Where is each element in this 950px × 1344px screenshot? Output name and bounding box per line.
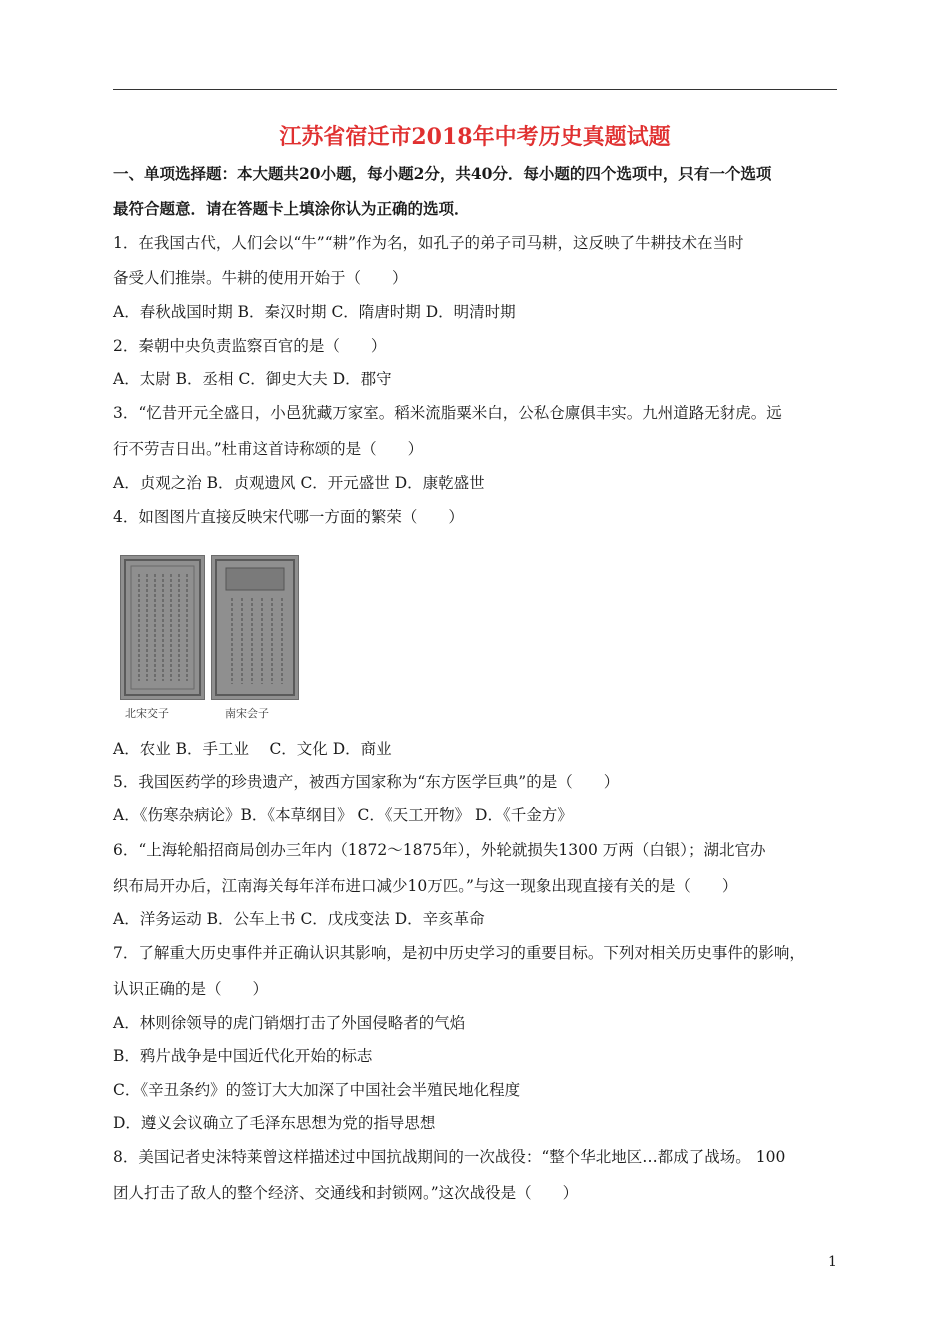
caption-jiaozi: 北宋交子 [125,707,169,720]
question-8-line-1: 8．美国记者史沫特莱曾这样描述过中国抗战期间的一次战役：“整个华北地区…都成了战场。 100 [113,1148,786,1166]
section-header-line-1: 一、单项选择题：本大题共20小题，每小题2分，共40分．每小题的四个选项中，只有一个选项 [113,164,772,183]
page-number: 1 [828,1254,837,1270]
question-7-option-b: B．鸦片战争是中国近代化开始的标志 [113,1047,373,1065]
question-7-option-a: A．林则徐领导的虎门销烟打击了外国侵略者的气焰 [113,1014,466,1032]
jiaozi-image [120,555,205,700]
question-6-line-1: 6．“上海轮船招商局创办三年内（1872～1875年），外轮就损失1300 万两（白银）；湖北官办 [113,841,766,859]
question-6-line-2: 织布局开办后，江南海关每年洋布进口减少10万匹。”与这一现象出现直接有关的是（ ） [113,877,738,895]
question-7-line-2: 认识正确的是（ ） [113,980,269,998]
question-4: 4．如图图片直接反映宋代哪一方面的繁荣（ ） [113,508,464,526]
question-1-options: A．春秋战国时期 B．秦汉时期 C．隋唐时期 D．明清时期 [113,303,516,321]
question-1-line-2: 备受人们推崇。牛耕的使用开始于（ ） [113,269,408,287]
question-3-line-1: 3．“忆昔开元全盛日，小邑犹藏万家室。稻米流脂粟米白，公私仓廪俱丰实。九州道路无豺虎。远 [113,404,782,422]
question-8-line-2: 团人打击了敌人的整个经济、交通线和封锁网。”这次战役是（ ） [113,1184,579,1202]
question-5-options: A．《伤寒杂病论》B．《本草纲目》 C．《天工开物》 D．《千金方》 [113,806,573,824]
question-7-line-1: 7．了解重大历史事件并正确认识其影响，是初中历史学习的重要目标。下列对相关历史事件的影响， [113,944,805,962]
question-1-line-1: 1．在我国古代，人们会以“牛”“耕”作为名，如孔子的弟子司马耕，这反映了牛耕技术在当时 [113,234,744,252]
question-5: 5．我国医药学的珍贵遗产，被西方国家称为“东方医学巨典”的是（ ） [113,773,620,791]
question-6-options: A．洋务运动 B．公车上书 C．戊戌变法 D．辛亥革命 [113,910,485,928]
question-7-option-c: C．《辛丑条约》的签订大大加深了中国社会半殖民地化程度 [113,1081,521,1099]
question-7-option-d: D．遵义会议确立了毛泽东思想为党的指导思想 [113,1114,436,1132]
huizi-image [211,555,299,700]
caption-huizi: 南宋会子 [225,707,269,720]
song-paper-money-figure [117,551,301,721]
section-header-line-2: 最符合题意．请在答题卡上填涂你认为正确的选项． [113,199,470,218]
question-2: 2．秦朝中央负责监察百官的是（ ） [113,337,387,355]
question-2-options: A．太尉 B．丞相 C．御史大夫 D．郡守 [113,370,392,388]
header-rule [113,89,837,90]
page-title: 江苏省宿迁市2018年中考历史真题试题 [279,124,671,150]
question-4-options: A．农业 B．手工业 C．文化 D．商业 [113,740,392,758]
question-3-options: A．贞观之治 B．贞观遗风 C．开元盛世 D．康乾盛世 [113,474,485,492]
question-3-line-2: 行不劳吉日出。”杜甫这首诗称颂的是（ ） [113,440,424,458]
